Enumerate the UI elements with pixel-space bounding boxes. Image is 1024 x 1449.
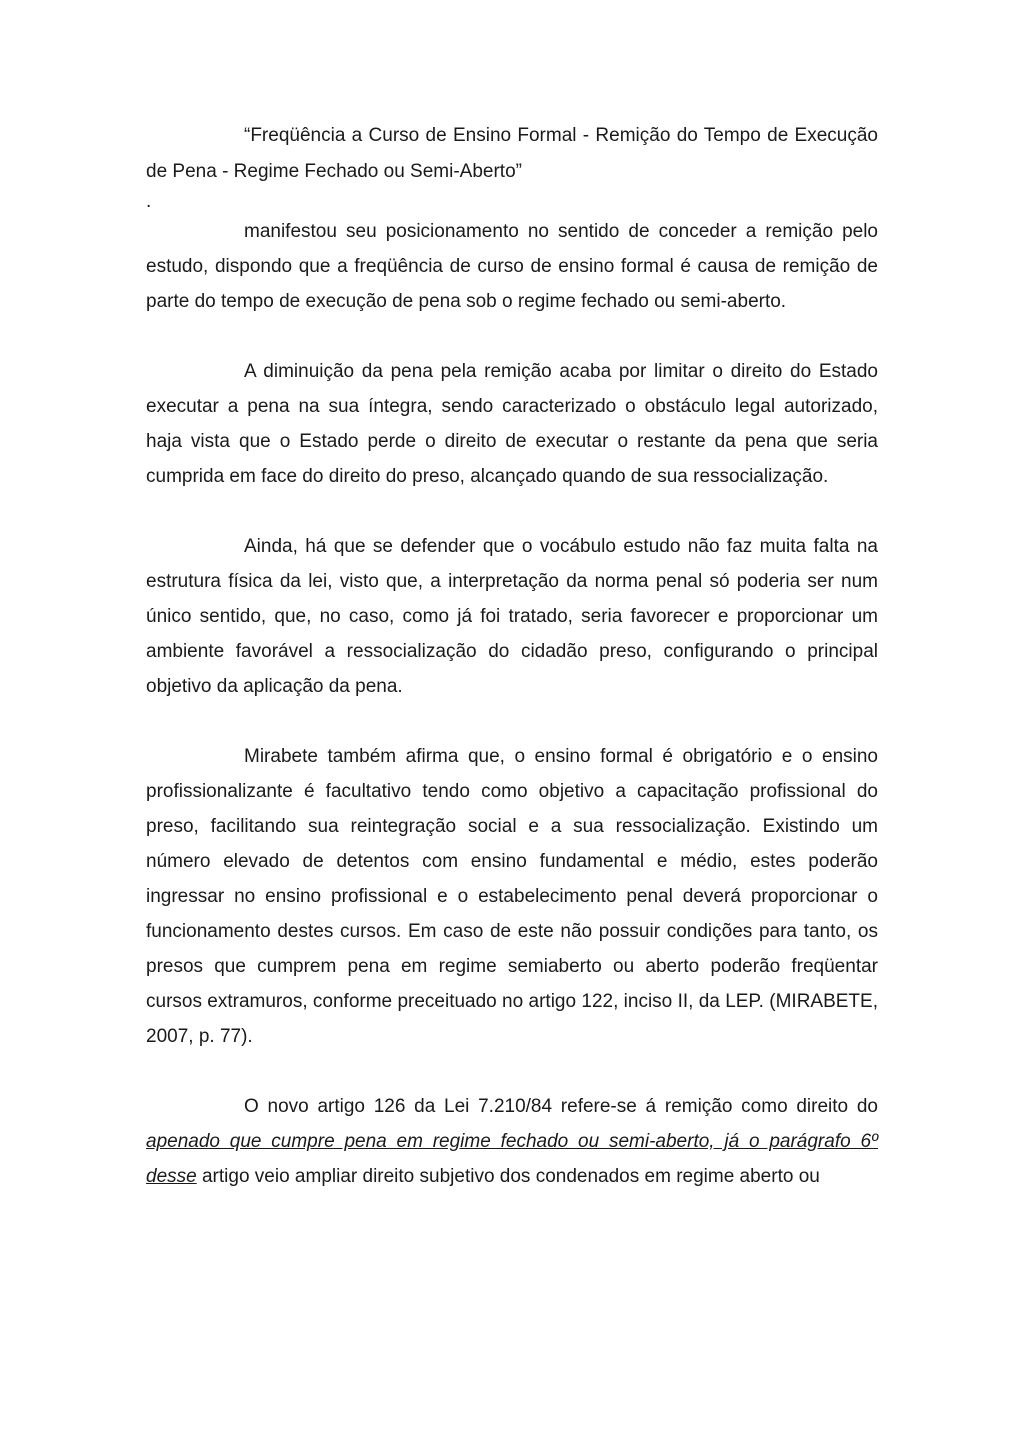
paragraph-text: artigo veio ampliar direito subjetivo dos condenados em regime aberto ou xyxy=(196,1166,820,1187)
underlined-passage: apenado que cumpre pena em regime fechado ou semi-aberto, já o parágrafo 6º desse xyxy=(146,1131,878,1187)
paragraph-text: O novo artigo 126 da Lei 7.210/84 refere-se á remição como direito do xyxy=(244,1096,878,1117)
section-title: “Freqüência a Curso de Ensino Formal - Remição do Tempo de Execução de Pena - Regime Fechado ou Semi-Aberto” xyxy=(146,125,878,182)
paragraph-gap xyxy=(146,494,878,529)
separator-dot: . xyxy=(146,191,152,212)
paragraph-artigo-126 xyxy=(146,1089,878,1194)
paragraph-gap xyxy=(146,704,878,739)
paragraph-remicao: manifestou seu posicionamento no sentido de conceder a remição pelo estudo, dispondo que a freqüência de curso de ensino formal é causa de remição de parte do tempo de execução de pena sob o regime fechado ou semi-aberto. xyxy=(146,221,878,312)
document-page xyxy=(146,118,878,1194)
paragraph-mirabete: Mirabete também afirma que, o ensino formal é obrigatório e o ensino profissionalizante é facultativo tendo como objetivo a capacitação profissional do preso, facilitando sua reintegração social e a sua ressocialização. Existindo um número elevado de detentos com ensino fundamental e médio, estes poderão ingressar no ensino profissional e o estabelecimento penal deverá proporcionar o funcionamento destes cursos. Em caso de este não possuir condições para tanto, os presos que cumprem pena em regime semiaberto ou aberto poderão freqüentar cursos extramuros, conforme preceituado no artigo 122, inciso II, da LEP. (MIRABETE, 2007, p. 77). xyxy=(146,746,878,1047)
paragraph-gap xyxy=(146,1054,878,1089)
paragraph-vocabulo: Ainda, há que se defender que o vocábulo estudo não faz muita falta na estrutura física da lei, visto que, a interpretação da norma penal só poderia ser num único sentido, que, no caso, como já foi tratado, seria favorecer e proporcionar um ambiente favorável a ressocialização do cidadão preso, configurando o principal objetivo da aplicação da pena. xyxy=(146,536,878,697)
paragraph-gap xyxy=(146,319,878,354)
paragraph-diminuicao: A diminuição da pena pela remição acaba por limitar o direito do Estado executar a pena na sua íntegra, sendo caracterizado o obstáculo legal autorizado, haja vista que o Estado perde o direito de executar o restante da pena que seria cumprida em face do direito do preso, alcançado quando de sua ressocialização. xyxy=(146,361,878,487)
